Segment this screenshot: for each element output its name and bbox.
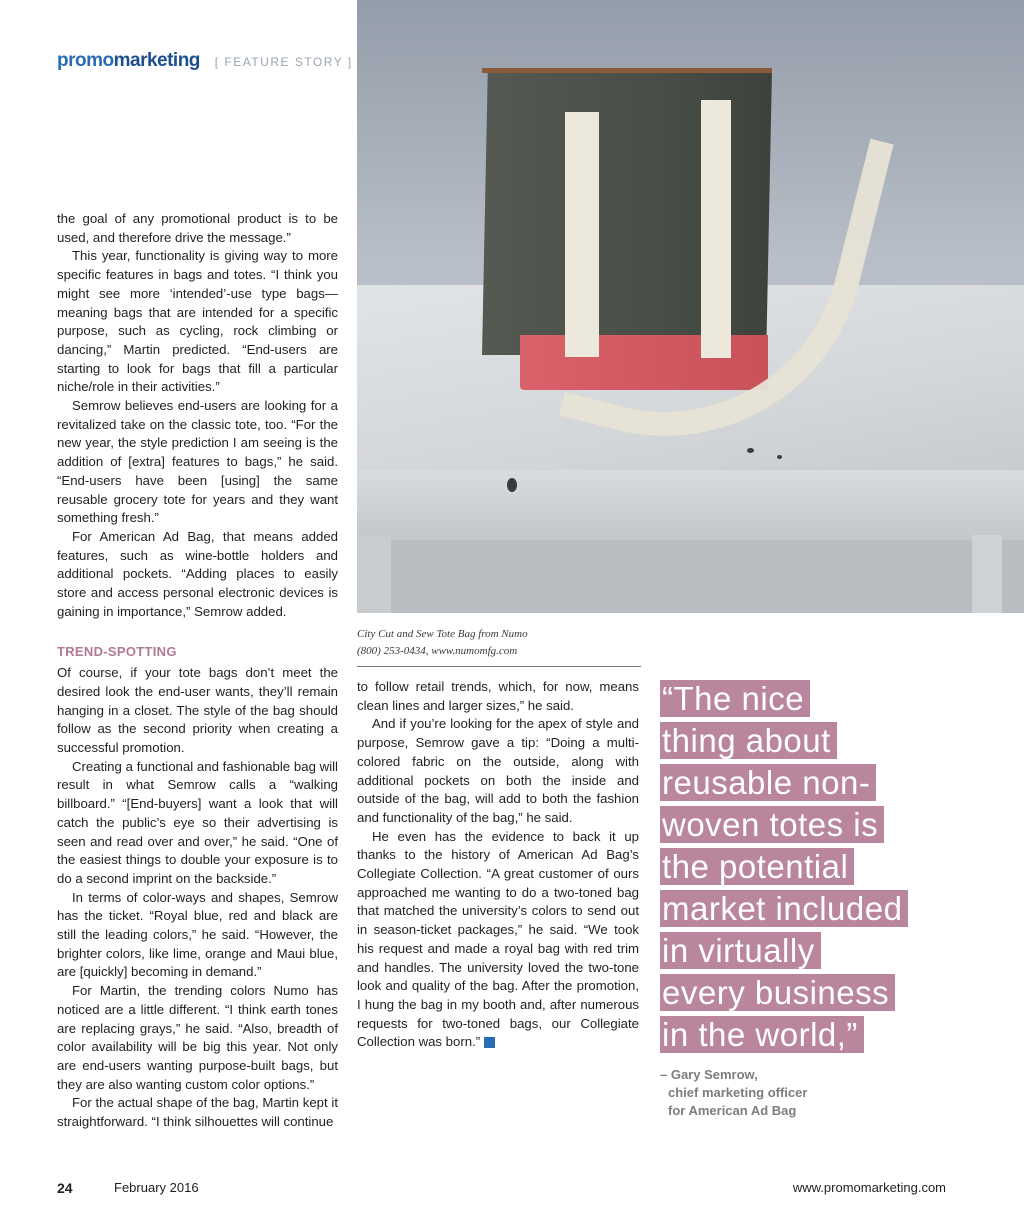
pull-quote-line: in the world,” bbox=[660, 1016, 864, 1053]
footer-website-link[interactable]: www.promomarketing.com bbox=[792, 1180, 946, 1195]
paragraph: This year, functionality is giving way to more specific features in bags and totes. “I think you might see more ‘intended’-use type bags—meaning bags that are intended for a specific purpose, such as cycling, rock climbing or dancing,” Martin predicted. “End-users are starting to look for bags that fill a particular niche/role in their activities.” bbox=[57, 248, 338, 395]
paragraph: Creating a functional and fashionable bag will result in what Semrow calls a “walking billboard.” “[End-buyers] want a look that will catch the public’s eye so their advertising is seen and read over and over,” he said. “One of the easiest things to double your exposure is to do a second imprint on the backside.” bbox=[57, 758, 338, 886]
brand-promo: promo bbox=[57, 50, 114, 71]
paragraph: For American Ad Bag, that means added features, such as wine-bottle holders and additional pockets. “Adding places to easily store and access personal electronic devices is gaining in importance,” Semrow added. bbox=[57, 528, 338, 619]
pull-quote-line: market included bbox=[660, 890, 908, 927]
paragraph: Of course, if your tote bags don’t meet the desired look the end-user wants, they’ll remain hanging in a closet. The style of the bag should follow as the second priority when creating a successful promotion. bbox=[57, 665, 338, 755]
section-label: [ FEATURE STORY ] bbox=[214, 55, 353, 69]
photo-speck bbox=[507, 478, 517, 492]
pull-quote-line: the potential bbox=[660, 848, 854, 885]
photo-floor bbox=[357, 540, 1024, 613]
article-column-2 bbox=[357, 678, 639, 1052]
photo-table-leg-left bbox=[357, 535, 391, 613]
brand-marketing: marketing bbox=[113, 50, 200, 71]
attribution-title: chief marketing officer bbox=[668, 1085, 808, 1100]
paragraph bbox=[357, 828, 639, 1052]
photo-speck bbox=[747, 448, 754, 453]
paragraph: For Martin, the trending colors Numo has noticed are a little different. “I think earth tones are replacing grays,” he said. “Also, breadth of color availability will be big this year. Not only are end-users wanting purpose-built bags, but they are also wanting custom color options.” bbox=[57, 983, 338, 1092]
pull-quote-line: “The nice bbox=[660, 680, 810, 717]
attribution-name: – Gary Semrow, bbox=[660, 1067, 758, 1082]
paragraph: In terms of color-ways and shapes, Semrow has the ticket. “Royal blue, red and black are still the leading colors,” he said. “However, the brighter colors, like lime, orange and Maui blue, are [quickly] becoming in demand.” bbox=[57, 889, 338, 980]
pull-quote-line: every business bbox=[660, 974, 895, 1011]
tote-bag-photo bbox=[357, 0, 1024, 613]
masthead bbox=[57, 50, 353, 72]
end-mark-icon bbox=[484, 1037, 495, 1048]
photo-table-leg-right bbox=[972, 535, 1002, 613]
pull-quote-line: thing about bbox=[660, 722, 837, 759]
subhead-trend-spotting: TREND-SPOTTING bbox=[57, 644, 177, 660]
paragraph-text: He even has the evidence to back it up thanks to the history of American Ad Bag’s Collegiate Collection. “A great customer of ours approached me wanting to do a two-toned bag that matched the university’s colors to send out in season-ticket packages,” he said. “We took his request and made a royal bag with red trim and handles. The university loved the two-tone look and quality of the bag. After the promotion, I hung the bag in my booth and, after numerous requests for two-toned bags, our Collegiate Collection was born.” bbox=[357, 828, 639, 1050]
caption-rule bbox=[357, 666, 641, 667]
photo-speck bbox=[777, 455, 782, 459]
photo-table-edge bbox=[357, 470, 1024, 540]
article-column-1 bbox=[57, 210, 338, 1132]
pull-quote-attribution bbox=[660, 1066, 807, 1120]
issue-date: February 2016 bbox=[114, 1180, 199, 1195]
paragraph: to follow retail trends, which, for now, means clean lines and larger sizes,” he said. bbox=[357, 679, 639, 713]
caption-line-2: (800) 253-0434, www.numomfg.com bbox=[357, 645, 518, 657]
paragraph: And if you’re looking for the apex of style and purpose, Semrow gave a tip: “Doing a multi-colored fabric on the outside, along with additional pockets on both the inside and outside of the bag, will add to both the fashion and functionality of the bag,” he said. bbox=[357, 716, 639, 825]
paragraph: For the actual shape of the bag, Martin kept it straightforward. “I think silhouettes will continue bbox=[57, 1095, 338, 1130]
bag-zipper bbox=[482, 68, 772, 73]
caption-line-1: City Cut and Sew Tote Bag from Numo bbox=[357, 628, 528, 640]
page-number: 24 bbox=[57, 1180, 73, 1196]
attribution-company: for American Ad Bag bbox=[668, 1103, 797, 1118]
pull-quote-line: woven totes is bbox=[660, 806, 884, 843]
photo-caption bbox=[357, 626, 657, 660]
pull-quote-line: reusable non- bbox=[660, 764, 876, 801]
pull-quote bbox=[660, 678, 960, 1056]
pull-quote-line: in virtually bbox=[660, 932, 821, 969]
paragraph: Semrow believes end-users are looking for a revitalized take on the classic tote, too. “For the new year, the style prediction I am seeing is the addition of [extra] features to bags,” he said. “End-users have been [using] the same reusable grocery tote for years and they want something fresh.” bbox=[57, 398, 338, 526]
paragraph: the goal of any promotional product is to be used, and therefore drive the message.” bbox=[57, 211, 338, 245]
